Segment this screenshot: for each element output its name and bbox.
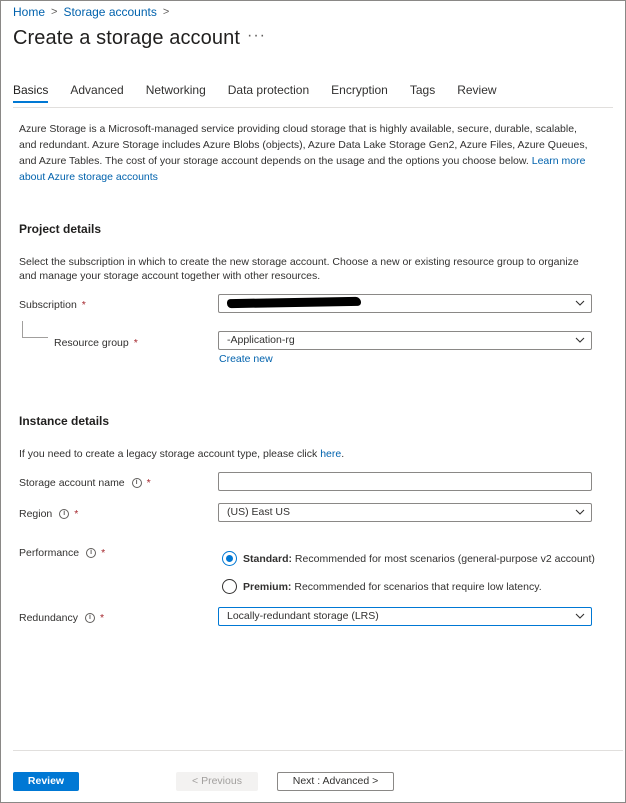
subscription-label [19,299,86,311]
resource-group-value: -Application-rg [227,334,295,346]
tab-data-protection[interactable]: Data protection [227,83,310,97]
chevron-down-icon [575,612,585,620]
premium-radio[interactable] [222,579,237,594]
performance-label [19,547,105,559]
tab-bar [13,83,519,103]
region-label [19,508,78,520]
breadcrumb [13,5,175,19]
info-icon[interactable]: i [85,613,95,623]
region-label-text: Region [19,508,53,520]
chevron-down-icon [575,336,585,344]
chevron-down-icon [575,508,585,516]
previous-button[interactable]: < Previous [176,772,258,791]
legacy-account-text [19,447,599,461]
region-dropdown[interactable] [218,503,592,522]
tab-review[interactable]: Review [457,83,497,97]
breadcrumb-chevron-icon: > [162,6,170,18]
resource-group-label-text: Resource group [54,337,129,349]
more-options-icon[interactable]: ··· [247,27,266,44]
tree-connector [22,321,48,338]
performance-standard-option[interactable] [222,551,595,566]
tab-encryption[interactable]: Encryption [331,83,388,97]
tab-networking[interactable]: Networking [145,83,206,97]
performance-premium-option[interactable] [222,579,542,594]
project-details-description: Select the subscription in which to create the new storage account. Choose a new or existing resource group to organize and manage your storage account together with other resources. [19,256,579,282]
storage-account-name-label [19,477,151,489]
project-details-heading: Project details [19,222,102,236]
redundancy-label [19,612,104,624]
breadcrumb-chevron-icon: > [51,6,58,18]
required-marker: * [99,612,105,624]
tabs-divider [13,107,613,108]
info-icon[interactable]: i [132,478,142,488]
premium-option-text [243,581,542,593]
redundancy-label-text: Redundancy [19,612,78,624]
standard-radio[interactable] [222,551,237,566]
next-advanced-button[interactable]: Next : Advanced > [277,772,394,791]
performance-label-text: Performance [19,547,80,559]
breadcrumb-storage-accounts[interactable]: Storage accounts [63,5,157,19]
standard-option-desc: Recommended for most scenarios (general-purpose v2 account) [292,552,595,565]
redundancy-value: Locally-redundant storage (LRS) [227,610,379,622]
premium-option-desc: Recommended for scenarios that require low latency. [291,580,542,593]
chevron-down-icon [575,299,585,307]
storage-account-name-label-text: Storage account name [19,477,125,489]
redundancy-dropdown[interactable] [218,607,592,626]
resource-group-label [54,337,138,349]
breadcrumb-home[interactable]: Home [13,5,46,19]
required-marker: * [146,477,151,489]
standard-option-text [243,553,595,565]
page-title: Create a storage account [13,27,240,49]
premium-option-bold: Premium: [243,580,292,593]
tab-tags[interactable]: Tags [409,83,436,97]
legacy-description: If you need to create a legacy storage account type, please click [19,448,318,460]
storage-account-name-input[interactable] [218,472,592,491]
info-icon[interactable]: i [59,509,69,519]
info-icon[interactable]: i [86,548,96,558]
legacy-here-link[interactable]: here [320,448,342,460]
standard-option-bold: Standard: [243,552,293,565]
resource-group-dropdown[interactable] [218,331,592,350]
region-value: (US) East US [227,506,291,518]
footer-divider [13,750,623,751]
subscription-label-text: Subscription [19,299,77,311]
intro-description: Azure Storage is a Microsoft-managed service providing cloud storage that is highly available, secure, durable, scalable, and redundant. Azure Storage includes Azure Blobs (objects), Azure Data Lake Storage Gen2, Azure Files, Azure Queues, and Azure Tables. The cost of your storage account depends on the usage and the options you choose below. [19,123,588,167]
create-new-resource-group-link[interactable]: Create new [219,353,273,365]
required-marker: * [133,337,138,349]
instance-details-heading: Instance details [19,414,110,428]
required-marker: * [74,508,79,520]
legacy-period: . [341,448,345,460]
tab-basics[interactable]: Basics [13,83,48,103]
tab-advanced[interactable]: Advanced [70,83,124,97]
required-marker: * [81,299,86,311]
review-button[interactable]: Review [13,772,79,791]
learn-more-link[interactable]: Learn more about Azure storage accounts [19,155,586,183]
intro-text [19,121,595,185]
required-marker: * [101,547,106,559]
